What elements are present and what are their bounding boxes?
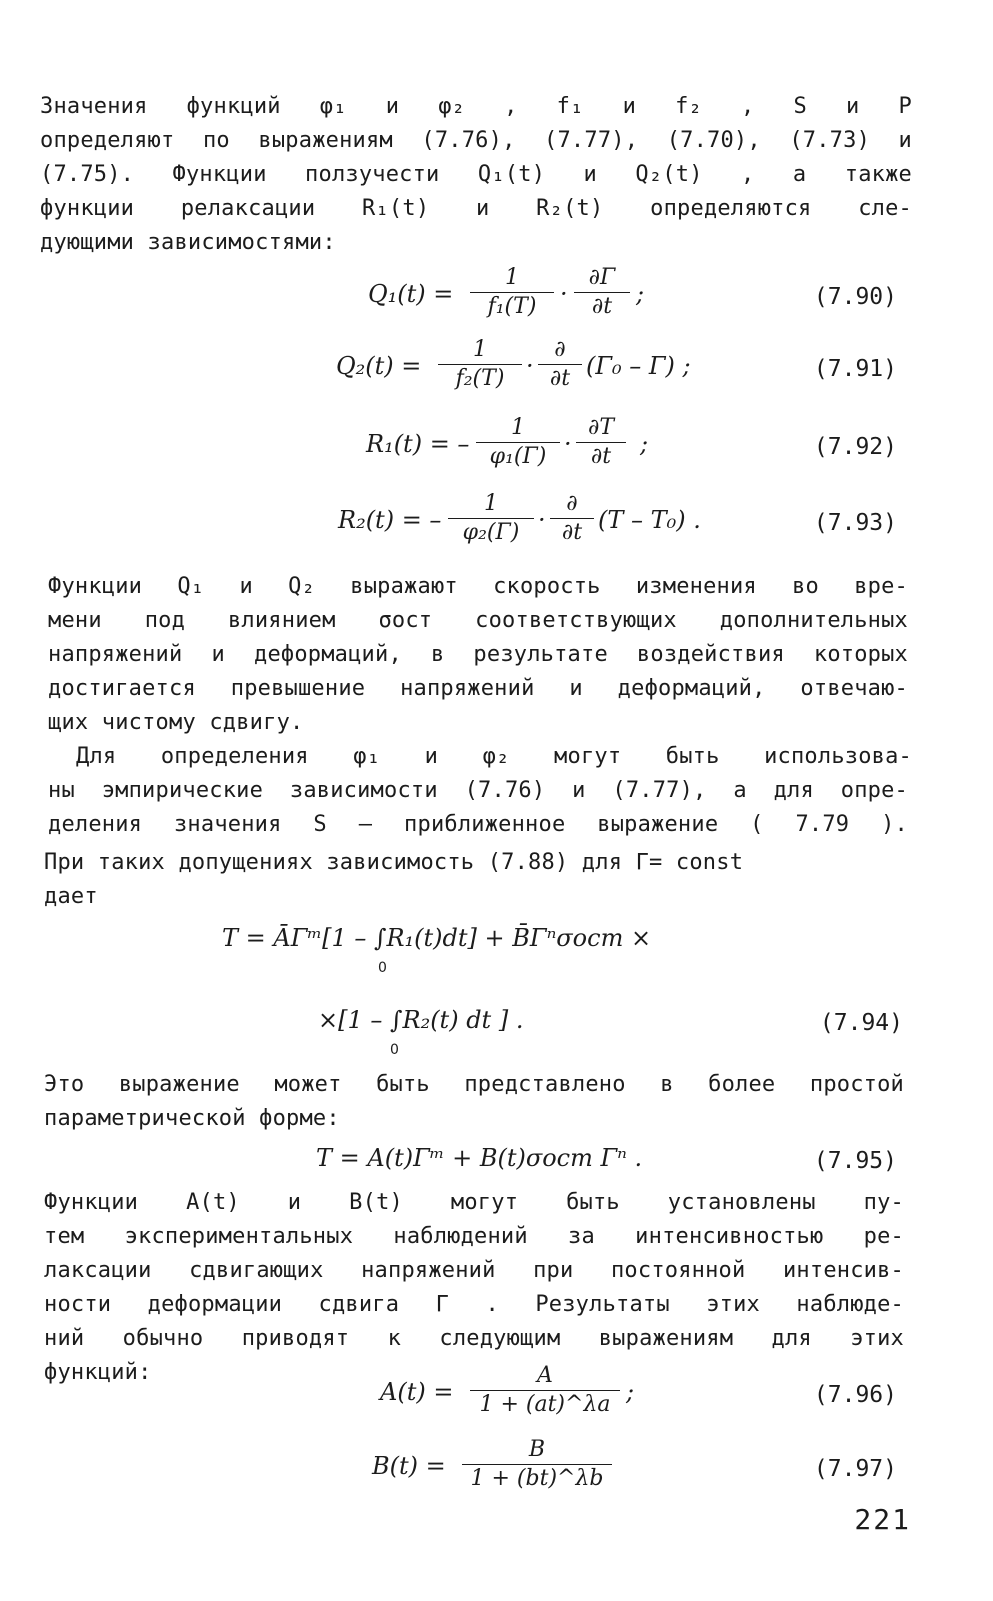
equation-lhs: A(t) = (380, 1378, 454, 1406)
page-number: 221 (854, 1503, 911, 1536)
numerator: ∂ (550, 490, 594, 519)
denominator: 1 + (at)^λa (479, 1392, 611, 1417)
text-line: дает (44, 884, 98, 909)
fraction (448, 490, 534, 547)
text-line: функции релаксации R₁(t) и R₂(t) определяются сле- (40, 196, 912, 221)
numerator: 1 (438, 336, 522, 365)
text-line: Это выражение может быть представлено в более простой (44, 1072, 904, 1097)
text-line: ний обычно приводят к следующим выражениям для этих (44, 1326, 904, 1351)
text-line: (7.75). Функции ползучести Q₁(t) и Q₂(t) , а также (40, 162, 912, 187)
numerator: 1 (448, 490, 534, 519)
text-line: Функции A(t) и B(t) могут быть установлены пу- (44, 1190, 904, 1215)
denominator: ∂t (561, 520, 583, 545)
equation-lhs: Q₂(t) = (336, 352, 422, 380)
denominator: φ₁(Γ) (489, 444, 547, 469)
fraction (438, 336, 522, 393)
denominator: f₂(T) (455, 366, 505, 391)
equation-number: (7.92) (813, 434, 897, 460)
denominator: ∂t (591, 294, 613, 319)
equation-lhs: R₂(t) = – (338, 506, 442, 534)
denominator: f₁(T) (487, 294, 537, 319)
fraction (476, 414, 560, 471)
numerator: ∂ (538, 336, 582, 365)
text-line: Функции Q₁ и Q₂ выражают скорость изменения во вре- (48, 574, 908, 599)
equation-tail: ; (626, 1378, 635, 1406)
dot-operator: · (538, 506, 546, 534)
equation-lhs: R₁(t) = – (366, 430, 470, 458)
dot-operator: · (560, 280, 568, 308)
equation-tail: ; (640, 430, 649, 458)
equation-lhs: Q₁(t) = (368, 280, 454, 308)
text-line: достигается превышение напряжений и деформаций, отвечаю- (48, 676, 908, 701)
equation-tail: (T – T₀) . (598, 506, 701, 534)
text-line: ности деформации сдвига Γ . Результаты этих наблюде- (44, 1292, 904, 1317)
equation-lhs: B(t) = (372, 1452, 446, 1480)
fraction (574, 264, 630, 321)
text-line: мени под влиянием σост соответствующих дополнительных (48, 608, 908, 633)
text-line: щих чистому сдвигу. (48, 710, 304, 735)
dot-operator: · (526, 352, 534, 380)
equation-number: (7.91) (813, 356, 897, 382)
text-line: напряжений и деформаций, в результате воздействия которых (48, 642, 908, 667)
denominator: φ₂(Γ) (462, 520, 520, 545)
text-line: тем экспериментальных наблюдений за интенсивностью ре- (44, 1224, 904, 1249)
numerator: 1 (476, 414, 560, 443)
numerator: ∂Γ (574, 264, 630, 293)
text-line: При таких допущениях зависимость (7.88) для Γ= const (44, 850, 744, 875)
numerator: A (470, 1362, 620, 1391)
equation-body: T = A(t)Γᵐ + B(t)σост Γⁿ . (316, 1144, 643, 1172)
text-line: дующими зависимостями: (40, 230, 336, 255)
text-line: Для определения φ₁ и φ₂ могут быть использова- (76, 744, 912, 769)
text-line: функций: (44, 1360, 152, 1385)
denominator: 1 + (bt)^λb (470, 1466, 604, 1491)
equation-number: (7.93) (813, 510, 897, 536)
equation-tail: ; (636, 280, 645, 308)
text-line: определяют по выражениям (7.76), (7.77), (7.70), (7.73) и (40, 128, 912, 153)
numerator: B (462, 1436, 612, 1465)
fraction (470, 1362, 620, 1419)
text-line: параметрической форме: (44, 1106, 340, 1131)
text-line: деления значения S – приближенное выражение ( 7.79 ). (48, 812, 908, 837)
text-line: Значения функций φ₁ и φ₂ , f₁ и f₂ , S и P (40, 94, 912, 119)
numerator: 1 (470, 264, 554, 293)
equation-number: (7.95) (813, 1148, 897, 1174)
denominator: ∂t (590, 444, 612, 469)
fraction (576, 414, 626, 471)
denominator: ∂t (549, 366, 571, 391)
fraction (538, 336, 582, 393)
text-line: ны эмпирические зависимости (7.76) и (7.77), а для опре- (48, 778, 908, 803)
integral-lower-limit: 0 (378, 960, 387, 976)
equation-number: (7.94) (819, 1010, 903, 1036)
equation-number: (7.90) (813, 284, 897, 310)
fraction (462, 1436, 612, 1493)
integral-lower-limit: 0 (390, 1042, 399, 1058)
equation-line-1: T = ĀΓᵐ[1 – ∫R₁(t)dt] + B̄Γⁿσост × (222, 924, 652, 952)
equation-number: (7.97) (813, 1456, 897, 1482)
equation-number: (7.96) (813, 1382, 897, 1408)
numerator: ∂T (576, 414, 626, 443)
equation-tail: (Γ₀ – Γ) ; (586, 352, 691, 380)
fraction (550, 490, 594, 547)
text-line: лаксации сдвигающих напряжений при постоянной интенсив- (44, 1258, 904, 1283)
equation-line-2: ×[1 – ∫R₂(t) dt ] . (318, 1006, 524, 1034)
dot-operator: · (564, 430, 572, 458)
fraction (470, 264, 554, 321)
